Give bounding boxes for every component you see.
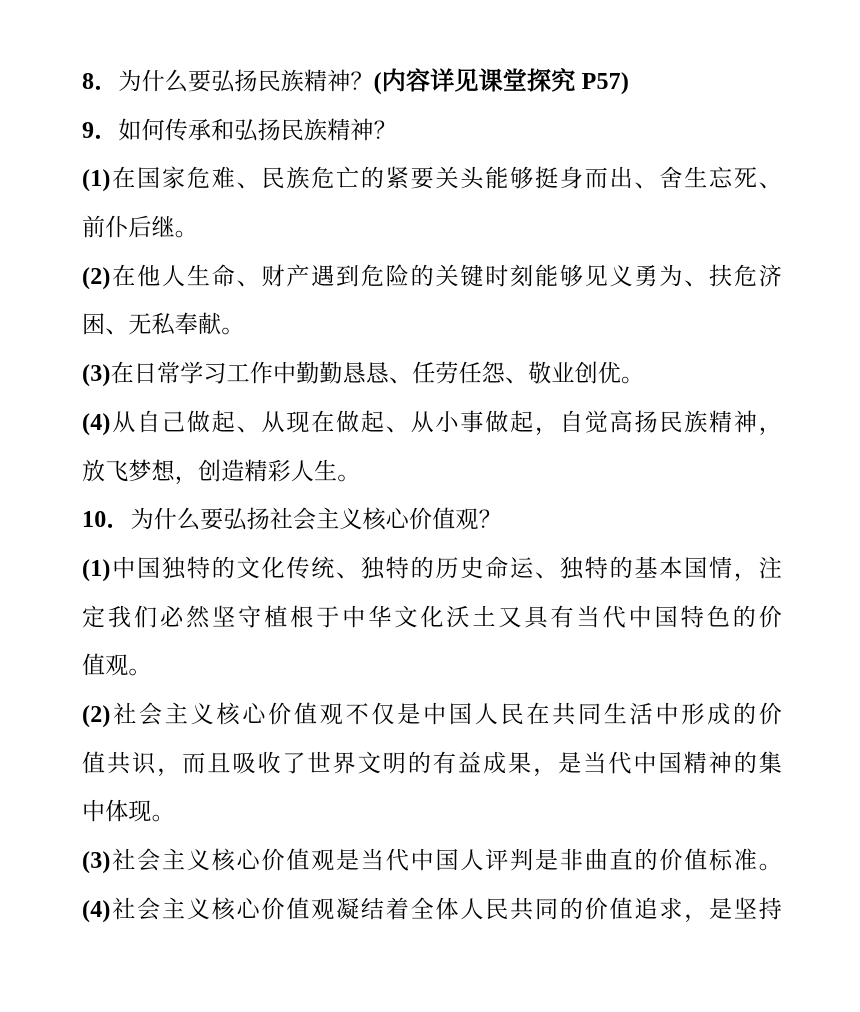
question-9	[82, 107, 782, 156]
answer-9-3	[82, 350, 782, 399]
answer-10-1-cont	[82, 642, 782, 691]
question-reference: (内容详见课堂探究 P57)	[373, 69, 630, 95]
answer-number: (3)	[82, 848, 111, 874]
question-number: 10．	[82, 507, 131, 534]
document-body	[82, 58, 782, 934]
answer-10-1-cont	[82, 594, 782, 643]
answer-text: 放飞梦想，创造精彩人生。	[82, 458, 361, 485]
answer-number: (1)	[82, 166, 111, 193]
answer-number: (4)	[82, 409, 111, 436]
answer-text: 前仆后继。	[82, 215, 198, 242]
answer-text: 中国独特的文化传统、独特的历史命运、独特的基本国情，注	[110, 555, 782, 582]
question-10	[82, 496, 782, 545]
answer-9-1	[82, 155, 782, 204]
question-8	[82, 58, 782, 107]
answer-text: 在日常学习工作中勤勤恳恳、任劳任怨、敬业创优。	[110, 361, 645, 388]
answer-text: 中体现。	[82, 799, 175, 826]
answer-number: (2)	[82, 263, 111, 290]
answer-9-4	[82, 399, 782, 448]
answer-number: (2)	[82, 701, 111, 728]
answer-10-2-cont	[82, 740, 782, 789]
answer-text: 从自己做起、从现在做起、从小事做起，自觉高扬民族精神，	[110, 409, 782, 436]
question-text: 为什么要弘扬社会主义核心价值观？	[130, 507, 502, 534]
answer-number: (4)	[82, 896, 111, 923]
answer-text: 社会主义核心价值观不仅是中国人民在共同生活中形成的价	[110, 701, 782, 728]
answer-text: 在他人生命、财产遇到危险的关键时刻能够见义勇为、扶危济	[110, 263, 782, 290]
answer-10-3	[82, 837, 782, 886]
answer-9-1-cont	[82, 204, 782, 253]
answer-10-2	[82, 691, 782, 740]
question-number: 8．	[82, 69, 119, 95]
answer-9-2	[82, 253, 782, 302]
answer-text: 值共识，而且吸收了世界文明的有益成果，是当代中国精神的集	[82, 750, 782, 777]
answer-text: 在国家危难、民族危亡的紧要关头能够挺身而出、舍生忘死、	[110, 166, 782, 193]
answer-10-2-cont	[82, 788, 782, 837]
answer-text: 社会主义核心价值观凝结着全体人民共同的价值追求，是坚持	[110, 896, 782, 923]
answer-10-4	[82, 886, 782, 935]
question-text: 如何传承和弘扬民族精神？	[118, 117, 397, 144]
answer-text: 社会主义核心价值观是当代中国人评判是非曲直的价值标准。	[110, 848, 782, 874]
answer-text: 困、无私奉献。	[82, 312, 245, 339]
answer-9-2-cont	[82, 301, 782, 350]
answer-text: 定我们必然坚守植根于中华文化沃土又具有当代中国特色的价	[82, 604, 782, 631]
question-text: 为什么要弘扬民族精神？	[118, 69, 374, 95]
answer-number: (1)	[82, 555, 111, 582]
answer-text: 值观。	[82, 653, 152, 680]
question-number: 9．	[82, 117, 119, 144]
answer-number: (3)	[82, 361, 111, 388]
answer-10-1	[82, 545, 782, 594]
answer-9-4-cont	[82, 448, 782, 497]
